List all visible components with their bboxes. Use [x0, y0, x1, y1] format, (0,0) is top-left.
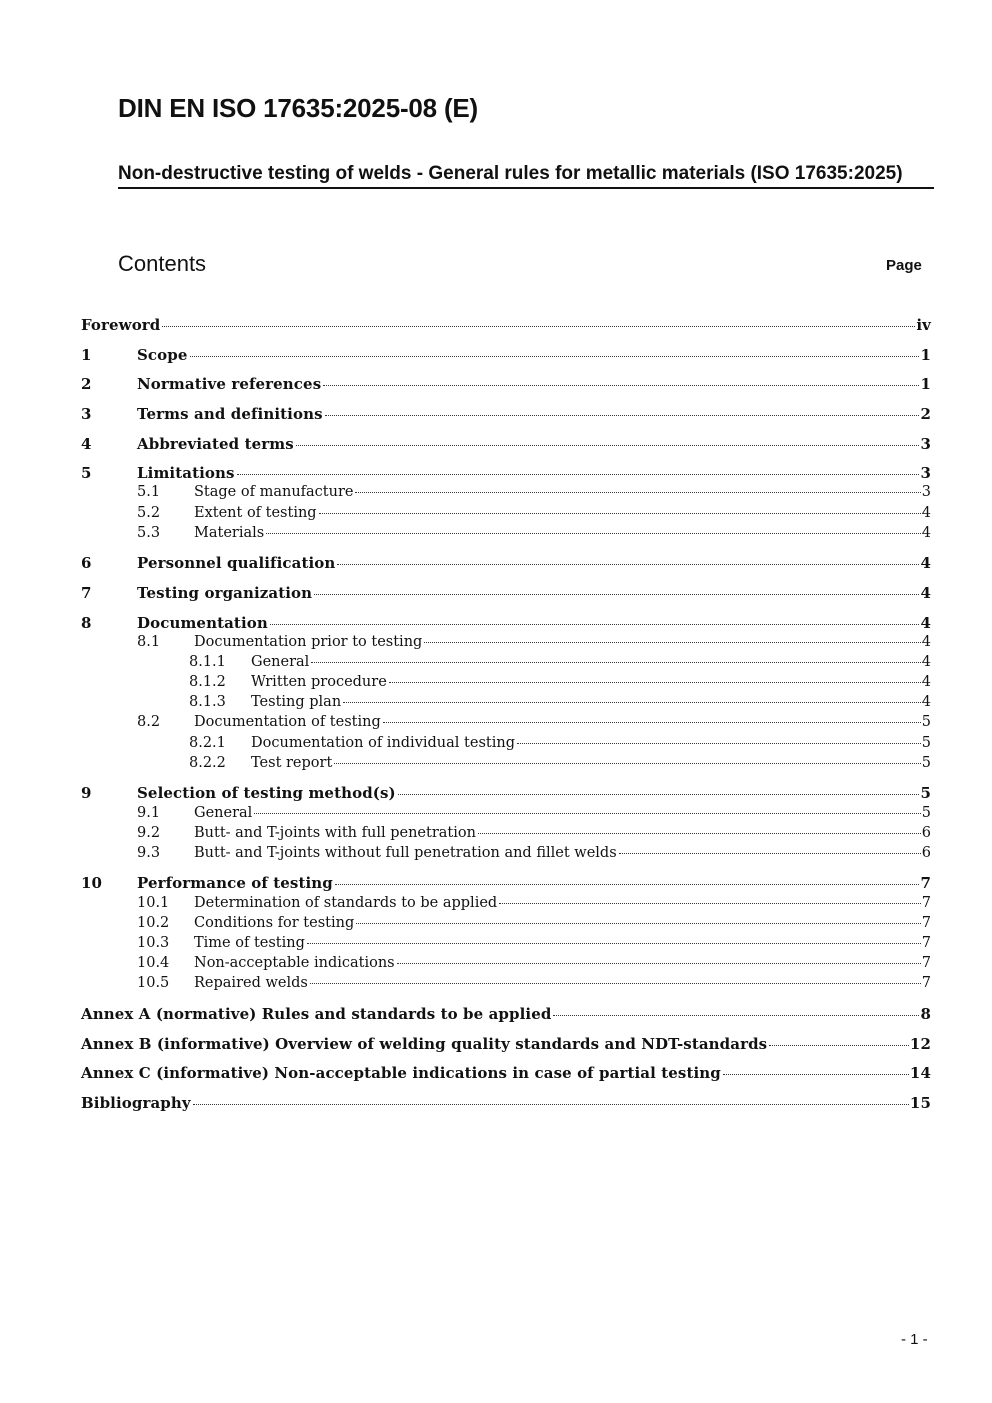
toc-title: Annex B (informative) Overview of welding quality standards and NDT-standards [81, 1035, 768, 1053]
toc-page: 4 [921, 694, 931, 710]
toc-title: Testing organization [137, 584, 313, 602]
toc-page: 2 [920, 405, 931, 423]
toc-title: Abbreviated terms [137, 435, 294, 453]
toc-entry[interactable] [81, 484, 931, 504]
toc-page: 15 [909, 1094, 931, 1112]
toc-entry[interactable] [81, 975, 931, 995]
toc-title: Annex C (informative) Non-acceptable indications in case of partial testing [81, 1064, 721, 1082]
toc-number: 8.1 [137, 634, 161, 650]
toc-entry[interactable] [81, 614, 931, 634]
toc-page: 4 [921, 674, 931, 690]
toc-number: 4 [81, 435, 92, 453]
toc-title: Written procedure [251, 674, 387, 690]
toc-number: 10.5 [137, 975, 170, 991]
toc-page: 3 [921, 484, 931, 500]
toc-entry[interactable] [81, 935, 931, 955]
toc-title: Documentation prior to testing [194, 634, 423, 650]
toc-title: Time of testing [194, 935, 305, 951]
toc-number: 5.2 [137, 505, 161, 521]
toc-title: Non-acceptable indications [194, 955, 395, 971]
toc-title: Extent of testing [194, 505, 317, 521]
toc-number: 8.2.1 [189, 735, 226, 751]
toc-entry[interactable] [81, 755, 931, 775]
toc-page: 6 [921, 845, 931, 861]
toc-entry[interactable] [81, 694, 931, 714]
toc-entry[interactable] [81, 554, 931, 574]
toc-number: 9.3 [137, 845, 161, 861]
toc-entry[interactable] [81, 1035, 931, 1055]
toc-title: Butt- and T-joints with full penetration [194, 825, 476, 841]
toc-page: 3 [920, 464, 931, 482]
toc-title: Annex A (normative) Rules and standards to be applied [81, 1005, 552, 1023]
toc-number: 10.1 [137, 895, 170, 911]
toc-entry[interactable] [81, 714, 931, 734]
toc-number: 3 [81, 405, 92, 423]
toc-title: Stage of manufacture [194, 484, 354, 500]
toc-entry[interactable] [81, 915, 931, 935]
toc-page: 4 [921, 505, 931, 521]
toc-number: 8.1.1 [189, 654, 226, 670]
toc-entry[interactable] [81, 435, 931, 455]
toc-title: Testing plan [251, 694, 342, 710]
toc-page: 4 [920, 554, 931, 572]
toc-number: 5.3 [137, 525, 161, 541]
toc-page: 12 [909, 1035, 931, 1053]
toc-title: Scope [137, 346, 188, 364]
toc-title: Terms and definitions [137, 405, 323, 423]
toc-page: 8 [920, 1005, 931, 1023]
contents-heading: Contents [118, 251, 207, 276]
toc-page: 4 [921, 525, 931, 541]
toc-number: 5 [81, 464, 92, 482]
toc-entry[interactable] [81, 825, 931, 845]
toc-title: Conditions for testing [194, 915, 355, 931]
toc-title: Documentation of individual testing [251, 735, 515, 751]
toc-entry[interactable] [81, 316, 931, 336]
toc-number: 9 [81, 784, 92, 802]
toc-title: General [194, 805, 253, 821]
toc-number: 7 [81, 584, 92, 602]
toc-title: Limitations [137, 464, 235, 482]
toc-title: Determination of standards to be applied [194, 895, 498, 911]
toc-title: Performance of testing [137, 874, 333, 892]
toc-entry[interactable] [81, 955, 931, 975]
toc-page: 5 [921, 755, 931, 771]
toc-page: 14 [909, 1064, 931, 1082]
toc-page: 4 [921, 654, 931, 670]
toc-entry[interactable] [81, 584, 931, 604]
toc-page: 3 [920, 435, 931, 453]
toc-number: 8.2 [137, 714, 161, 730]
toc-title: Butt- and T-joints without full penetration and fillet welds [194, 845, 617, 861]
toc-entry[interactable] [81, 1005, 931, 1025]
document-id: DIN EN ISO 17635:2025-08 (E) [118, 93, 479, 123]
toc-page: 1 [920, 375, 931, 393]
toc-page: 7 [921, 935, 931, 951]
toc-page: 4 [920, 584, 931, 602]
toc-page: 7 [921, 975, 931, 991]
toc-number: 10.3 [137, 935, 170, 951]
toc-number: 10.4 [137, 955, 170, 971]
toc-page: 5 [921, 714, 931, 730]
toc-page: iv [916, 316, 931, 334]
toc-title: Documentation of testing [194, 714, 381, 730]
toc-title: Materials [194, 525, 265, 541]
toc-number: 10.2 [137, 915, 170, 931]
toc-page: 7 [921, 955, 931, 971]
toc-entry[interactable] [81, 895, 931, 915]
toc-entry[interactable] [81, 464, 931, 484]
toc-entry[interactable] [81, 1064, 931, 1084]
toc-entry[interactable] [81, 405, 931, 425]
toc-number: 8.1.2 [189, 674, 226, 690]
toc-page: 4 [920, 614, 931, 632]
toc-number: 8.2.2 [189, 755, 226, 771]
toc-title: Repaired welds [194, 975, 308, 991]
toc-number: 8.1.3 [189, 694, 226, 710]
toc-title: Personnel qualification [137, 554, 336, 572]
toc-title: Foreword [81, 316, 161, 334]
toc-title: Test report [251, 755, 333, 771]
toc-title: Documentation [137, 614, 268, 632]
toc-entry[interactable] [81, 805, 931, 825]
toc-number: 1 [81, 346, 92, 364]
toc-page: 7 [921, 915, 931, 931]
toc-page: 7 [920, 874, 931, 892]
toc-page: 4 [921, 634, 931, 650]
toc-number: 10 [81, 874, 103, 892]
toc-entry[interactable] [81, 346, 931, 366]
page-number: - 1 - [901, 1331, 928, 1348]
toc-number: 9.2 [137, 825, 161, 841]
toc-entry[interactable] [81, 525, 931, 545]
toc-page: 5 [921, 805, 931, 821]
toc-title: General [251, 654, 310, 670]
toc-entry[interactable] [81, 1094, 931, 1114]
toc-entry[interactable] [81, 735, 931, 755]
toc-entry[interactable] [81, 784, 931, 804]
toc-entry[interactable] [81, 874, 931, 894]
toc-number: 2 [81, 375, 92, 393]
toc-number: 8 [81, 614, 92, 632]
toc-page: 1 [920, 346, 931, 364]
toc-title: Bibliography [81, 1094, 191, 1112]
toc-page: 6 [921, 825, 931, 841]
toc-number: 9.1 [137, 805, 161, 821]
toc-entry[interactable] [81, 634, 931, 654]
toc-title: Selection of testing method(s) [137, 784, 396, 802]
toc-entry[interactable] [81, 505, 931, 525]
toc-page: 7 [921, 895, 931, 911]
toc-number: 6 [81, 554, 92, 572]
page-column-label: Page [886, 257, 922, 274]
toc-entry[interactable] [81, 845, 931, 865]
toc-page: 5 [920, 784, 931, 802]
toc-entry[interactable] [81, 375, 931, 395]
document-title: Non-destructive testing of welds - General rules for metallic materials (ISO 17635:2025) [118, 162, 934, 189]
toc-entry[interactable] [81, 654, 931, 674]
toc-entry[interactable] [81, 674, 931, 694]
toc-title: Normative references [137, 375, 322, 393]
toc-page: 5 [921, 735, 931, 751]
toc-number: 5.1 [137, 484, 161, 500]
